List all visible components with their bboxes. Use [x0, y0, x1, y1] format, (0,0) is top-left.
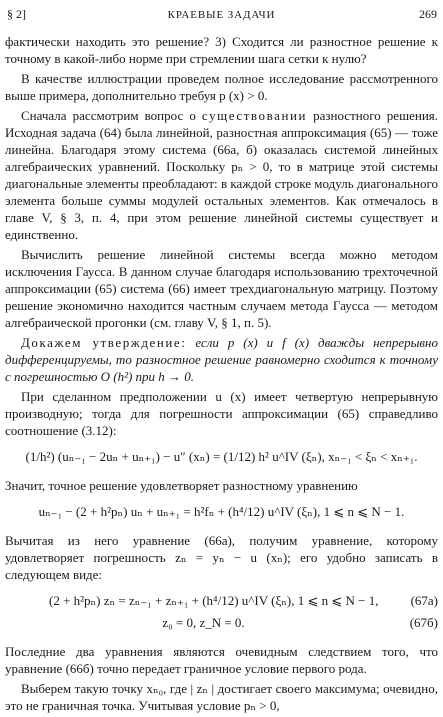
emphasis-prove: Докажем утверждение: — [21, 335, 187, 350]
equation-67a-formula: (2 + h²pₙ) zₙ = zₙ₋₁ + zₙ₊₁ + (h⁴/12) u^IV (ξₙ), 1 ⩽ n ⩽ N − 1, — [49, 593, 379, 608]
theorem-statement: если p (x) и f (x) дважды непрерывно дифференцируемы, то разностное решение равномерно сходится к точному с погрешностью O (h²) при h → 0. — [5, 335, 438, 384]
equation-67a-number: (67а) — [410, 593, 438, 608]
paragraph-3 — [5, 107, 438, 243]
paragraph-8: Вычитая из него уравнение (66а), получим уравнение, которому удовлетворяет погрешность zₙ = yₙ − u (xₙ); его удобно записать в следующем виде: — [5, 533, 438, 582]
equation-difference: uₙ₋₁ − (2 + h²pₙ) uₙ + uₙ₊₁ = h²fₙ + (h⁴/12) u^IV (ξₙ), 1 ⩽ n ⩽ N − 1. — [38, 504, 405, 519]
equation-67b-formula: z₀ = 0, z_N = 0. — [162, 615, 245, 630]
running-title: КРАЕВЫЕ ЗАДАЧИ — [167, 9, 276, 21]
paragraph-5 — [5, 334, 438, 385]
paragraph-2: В качестве иллюстрации проведем полное исследование рассмотренного выше примера, дополнительно требуя p (x) > 0. — [5, 71, 438, 103]
paragraph-6: При сделанном предположении u (x) имеет четвертую непрерывную производную; тогда для погрешности аппроксимации (65) справедливо соотношение (3.12): — [5, 389, 438, 438]
page-number: 269 — [419, 7, 437, 21]
equation-67a — [5, 590, 438, 634]
paragraph-7: Значит, точное решение удовлетворяет разностному уравнению — [5, 478, 358, 493]
section-marker: § 2] — [7, 7, 26, 21]
page-body — [5, 33, 438, 717]
paragraph-4: Вычислить решение линейной системы всегда можно методом исключения Гаусса. В данном случае благодаря использованию трехточечной аппроксимации (65) система (66) имеет трехдиагональную матрицу. Поэтому решение экономично находится частным случаем метода Гаусса — методом алгебраической прогонки (см. главу V, § 1, п. 5). — [5, 247, 438, 330]
paragraph-1: фактически находить это решение? 3) Сходится ли разностное решение к точному в какой-либо норме при стремлении шага сетки к нулю? — [5, 34, 438, 66]
equation-approximation-error: (1/h²) (uₙ₋₁ − 2uₙ + uₙ₊₁) − u″ (xₙ) = (1/12) h² u^IV (ξₙ), xₙ₋₁ < ξₙ < xₙ₊₁. — [25, 449, 418, 464]
paragraph-3-text-a: Сначала рассмотрим вопрос о — [21, 108, 202, 123]
paragraph-3-text-b: разностного решения. Исходная задача (64) была линейной, разностная аппроксимация (65) — тоже линейна. Благодаря этому система (66а, б) оказалась системой линейных алгебраических уравнений. Поскольку pₙ > 0, то в матрице этой системы диагональные элементы преобладают: в каждой строке модуль диагонального элемента больше суммы модулей остальных элементов. Как отмечалось в главе V, § 3, п. 4, при этом решение линейной системы существует и единственно. — [5, 108, 438, 242]
paragraph-10: Выберем такую точку xₙ₀, где | zₙ | достигает своего максимума; очевидно, это не граничная точка. Учитывая условие pₙ > 0, — [5, 681, 438, 713]
paragraph-9: Последние два уравнения являются очевидным следствием того, что уравнение (66б) точно передает граничное условие первого рода. — [5, 644, 438, 676]
running-header — [0, 6, 443, 24]
equation-67b-number: (67б) — [409, 615, 438, 630]
emphasis-existence: существовании — [201, 108, 308, 123]
